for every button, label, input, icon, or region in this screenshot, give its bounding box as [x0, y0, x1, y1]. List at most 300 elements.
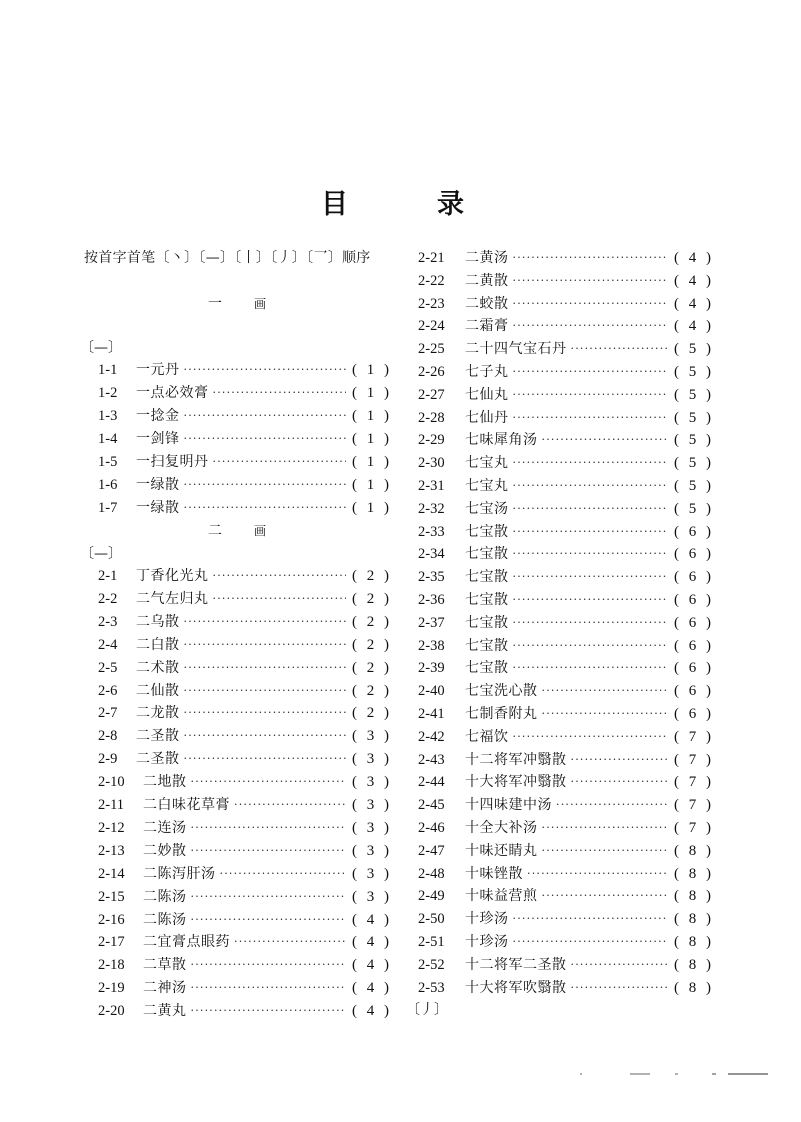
- leader-dots: [513, 475, 669, 497]
- group-heading: 〔—〕: [80, 340, 122, 356]
- entry-page: ( 6 ): [674, 637, 714, 654]
- toc-entry: [418, 680, 714, 702]
- entry-number: 2-36: [418, 592, 445, 608]
- toc-entry: [418, 361, 714, 383]
- entry-name: 七宝散: [465, 660, 509, 677]
- entry-name: 一剑锋: [136, 431, 180, 447]
- entry-number: 2-43: [418, 751, 445, 768]
- toc-entry: [418, 726, 714, 748]
- scan-noise: [712, 1073, 716, 1075]
- entry-number: 2-27: [418, 386, 445, 403]
- leader-dots: [542, 703, 669, 725]
- entry-name: 二陈汤: [143, 911, 187, 928]
- leader-dots: [542, 817, 669, 839]
- entry-number: 2-10: [98, 774, 125, 791]
- entry-name: 十味益营煎: [465, 888, 538, 905]
- entry-page: ( 2 ): [352, 636, 392, 653]
- entry-page: ( 7 ): [674, 728, 714, 745]
- entry-name: 七宝散: [465, 546, 509, 563]
- entry-page: ( 4 ): [352, 934, 392, 951]
- group-heading: 〔—〕: [80, 546, 122, 562]
- entry-name: 一扫复明丹: [136, 454, 209, 470]
- entry-page: ( 3 ): [352, 819, 392, 836]
- entry-page: ( 1 ): [352, 454, 392, 470]
- entry-page: ( 5 ): [674, 364, 714, 380]
- entry-number: 2-42: [418, 728, 445, 745]
- entry-page: ( 3 ): [352, 797, 392, 813]
- entry-page: ( 8 ): [674, 956, 714, 973]
- entry-number: 2-47: [418, 842, 445, 859]
- toc-entry: [98, 588, 392, 610]
- leader-dots: [184, 657, 347, 679]
- entry-number: 2-32: [418, 500, 445, 517]
- entry-number: 2-38: [418, 637, 445, 654]
- entry-number: 1-1: [98, 362, 118, 378]
- entry-number: 2-4: [98, 636, 118, 653]
- entry-page: ( 6 ): [674, 614, 714, 631]
- leader-dots: [213, 382, 347, 404]
- entry-page: ( 2 ): [352, 659, 392, 676]
- entry-page: ( 4 ): [352, 957, 392, 974]
- entry-name: 七宝丸: [465, 455, 509, 472]
- toc-entry: [98, 771, 392, 793]
- entry-number: 2-25: [418, 341, 445, 358]
- entry-number: 2-12: [98, 819, 125, 836]
- entry-name: 二霜膏: [465, 318, 509, 335]
- toc-entry: [98, 565, 392, 587]
- leader-dots: [184, 680, 347, 702]
- entry-page: ( 6 ): [674, 592, 714, 608]
- entry-number: 2-34: [418, 546, 445, 563]
- toc-entry: [418, 885, 714, 907]
- entry-page: ( 8 ): [674, 865, 714, 882]
- entry-page: ( 8 ): [674, 911, 714, 928]
- entry-number: 2-52: [418, 956, 445, 973]
- entry-name: 十二将军冲翳散: [465, 751, 567, 768]
- entry-page: ( 7 ): [674, 797, 714, 814]
- toc-entry: [98, 428, 392, 450]
- entry-page: ( 1 ): [352, 500, 392, 516]
- entry-page: ( 3 ): [352, 728, 392, 745]
- leader-dots: [542, 680, 669, 702]
- toc-entry: [418, 407, 714, 429]
- entry-number: 2-31: [418, 478, 445, 494]
- toc-entry: [418, 954, 714, 976]
- toc-entry: [98, 634, 392, 656]
- entry-name: 七味犀角汤: [465, 432, 538, 449]
- entry-number: 2-39: [418, 660, 445, 677]
- toc-entry: [418, 908, 714, 930]
- group-heading: 〔丿〕: [406, 1002, 448, 1018]
- entry-name: 七宝散: [465, 614, 509, 631]
- entry-page: ( 4 ): [352, 1003, 392, 1020]
- entry-name: 十全大补汤: [465, 820, 538, 836]
- entry-number: 2-44: [418, 774, 445, 791]
- title-char-1: 目: [321, 189, 348, 220]
- leader-dots: [191, 771, 347, 793]
- entry-name: 二地散: [143, 774, 187, 791]
- toc-entry: [418, 247, 714, 269]
- stroke-heading-char: 画: [254, 297, 267, 311]
- leader-dots: [191, 977, 347, 999]
- leader-dots: [513, 315, 669, 337]
- entry-number: 2-21: [418, 250, 445, 266]
- leader-dots: [184, 702, 347, 724]
- scan-noise: [728, 1073, 768, 1075]
- entry-page: ( 5 ): [674, 432, 714, 449]
- entry-name: 七宝散: [465, 569, 509, 586]
- entry-page: ( 2 ): [352, 705, 392, 722]
- leader-dots: [191, 840, 347, 862]
- entry-name: 二仙散: [136, 682, 180, 699]
- entry-name: 七宝散: [465, 637, 509, 654]
- leader-dots: [184, 634, 347, 656]
- toc-entry: [418, 794, 714, 816]
- entry-number: 2-51: [418, 934, 445, 950]
- entry-name: 二陈汤: [143, 888, 187, 905]
- toc-entry: [418, 452, 714, 474]
- leader-dots: [220, 863, 347, 885]
- toc-entry: [98, 405, 392, 427]
- entry-number: 2-41: [418, 706, 445, 722]
- entry-page: ( 5 ): [674, 478, 714, 494]
- entry-number: 2-40: [418, 683, 445, 700]
- entry-page: ( 6 ): [674, 660, 714, 677]
- leader-dots: [513, 635, 669, 657]
- toc-entry: [418, 635, 714, 657]
- toc-entry: [418, 429, 714, 451]
- toc-entry: [98, 657, 392, 679]
- entry-name: 七宝汤: [465, 500, 509, 517]
- entry-page: ( 1 ): [352, 385, 392, 401]
- toc-entry: [418, 566, 714, 588]
- toc-entry: [418, 657, 714, 679]
- entry-page: ( 5 ): [674, 341, 714, 358]
- entry-name: 二圣散: [136, 728, 180, 745]
- entry-number: 2-26: [418, 364, 445, 380]
- entry-number: 2-5: [98, 659, 118, 676]
- leader-dots: [184, 359, 347, 381]
- entry-number: 2-33: [418, 523, 445, 540]
- leader-dots: [527, 863, 668, 885]
- entry-page: ( 7 ): [674, 820, 714, 836]
- toc-entry: [418, 475, 714, 497]
- toc-entry: [418, 270, 714, 292]
- entry-page: ( 3 ): [352, 865, 392, 882]
- entry-page: ( 4 ): [352, 980, 392, 997]
- leader-dots: [191, 954, 347, 976]
- entry-name: 一绿散: [136, 477, 180, 493]
- entry-number: 2-50: [418, 911, 445, 928]
- entry-page: ( 6 ): [674, 546, 714, 563]
- entry-number: 2-23: [418, 295, 445, 312]
- entry-page: ( 6 ): [674, 569, 714, 586]
- entry-page: ( 6 ): [674, 523, 714, 540]
- leader-dots: [184, 428, 347, 450]
- entry-number: 2-37: [418, 614, 445, 631]
- toc-entry: [98, 497, 392, 519]
- entry-page: ( 5 ): [674, 386, 714, 403]
- entry-name: 二圣散: [136, 751, 180, 768]
- toc-entry: [98, 909, 392, 931]
- entry-number: 2-9: [98, 751, 118, 768]
- entry-name: 七仙丸: [465, 386, 509, 403]
- entry-name: 二黄散: [465, 272, 509, 289]
- toc-entry: [418, 498, 714, 520]
- scan-noise: [580, 1073, 582, 1075]
- leader-dots: [513, 293, 669, 315]
- entry-name: 七宝丸: [465, 478, 509, 494]
- leader-dots: [571, 771, 669, 793]
- entry-number: 2-35: [418, 569, 445, 586]
- entry-number: 2-30: [418, 455, 445, 472]
- entry-number: 2-8: [98, 728, 118, 745]
- leader-dots: [513, 657, 669, 679]
- page-title: [0, 188, 801, 222]
- entry-page: ( 1 ): [352, 408, 392, 424]
- toc-entry: [98, 1000, 392, 1022]
- entry-page: ( 1 ): [352, 477, 392, 493]
- entry-name: 七宝散: [465, 592, 509, 608]
- entry-number: 2-1: [98, 568, 118, 584]
- toc-entry: [418, 589, 714, 611]
- entry-number: 2-17: [98, 934, 125, 951]
- toc-entry: [98, 886, 392, 908]
- entry-number: 2-22: [418, 272, 445, 289]
- entry-name: 丁香化光丸: [136, 568, 209, 584]
- entry-name: 一元丹: [136, 362, 180, 378]
- leader-dots: [191, 886, 347, 908]
- toc-entry: [98, 817, 392, 839]
- entry-number: 1-3: [98, 408, 118, 424]
- entry-number: 2-11: [98, 797, 125, 813]
- entry-name: 一点必效膏: [136, 385, 209, 401]
- toc-entry: [418, 315, 714, 337]
- entry-name: 十味还睛丸: [465, 842, 538, 859]
- toc-entry: [418, 384, 714, 406]
- toc-entry: [418, 521, 714, 543]
- entry-name: 二黄汤: [465, 250, 509, 266]
- leader-dots: [513, 908, 669, 930]
- entry-name: 二宜膏点眼药: [143, 934, 230, 951]
- entry-page: ( 4 ): [674, 272, 714, 289]
- title-char-2: 录: [437, 189, 464, 220]
- entry-number: 2-6: [98, 682, 118, 699]
- entry-number: 1-4: [98, 431, 118, 447]
- entry-number: 2-3: [98, 613, 118, 630]
- stroke-heading-char: 画: [254, 524, 267, 538]
- leader-dots: [213, 565, 347, 587]
- entry-number: 2-20: [98, 1003, 125, 1020]
- leader-dots: [513, 566, 669, 588]
- toc-entry: [418, 612, 714, 634]
- entry-page: ( 1 ): [352, 362, 392, 378]
- leader-dots: [513, 589, 669, 611]
- entry-number: 2-18: [98, 957, 125, 974]
- scan-noise: [630, 1073, 650, 1075]
- entry-page: ( 7 ): [674, 751, 714, 768]
- entry-number: 1-5: [98, 454, 118, 470]
- leader-dots: [513, 247, 669, 269]
- entry-page: ( 2 ): [352, 682, 392, 699]
- entry-name: 七宝散: [465, 523, 509, 540]
- entry-number: 2-46: [418, 820, 445, 836]
- entry-name: 一捻金: [136, 408, 180, 424]
- toc-entry: [98, 840, 392, 862]
- toc-entry: [98, 863, 392, 885]
- leader-dots: [513, 407, 669, 429]
- toc-entry: [98, 725, 392, 747]
- entry-name: 七仙丹: [465, 409, 509, 426]
- toc-entry: [98, 382, 392, 404]
- leader-dots: [513, 612, 669, 634]
- order-note: 按首字首笔〔丶〕〔—〕〔丨〕〔丿〕〔乛〕顺序: [84, 250, 371, 266]
- leader-dots: [513, 543, 669, 565]
- entry-name: 二气左归丸: [136, 590, 209, 607]
- entry-name: 二连汤: [143, 819, 187, 836]
- entry-number: 1-6: [98, 477, 118, 493]
- entry-number: 2-13: [98, 842, 125, 859]
- leader-dots: [513, 384, 669, 406]
- entry-page: ( 2 ): [352, 590, 392, 607]
- toc-entry: [418, 771, 714, 793]
- entry-name: 十四味建中汤: [465, 797, 552, 814]
- entry-number: 2-53: [418, 979, 445, 996]
- entry-page: ( 5 ): [674, 500, 714, 517]
- leader-dots: [191, 817, 347, 839]
- entry-page: ( 3 ): [352, 888, 392, 905]
- entry-page: ( 8 ): [674, 888, 714, 905]
- entry-page: ( 5 ): [674, 409, 714, 426]
- entry-number: 2-15: [98, 888, 125, 905]
- leader-dots: [184, 405, 347, 427]
- entry-name: 二陈泻肝汤: [143, 865, 216, 882]
- entry-name: 二妙散: [143, 842, 187, 859]
- toc-entry: [98, 977, 392, 999]
- toc-entry: [98, 702, 392, 724]
- stroke-heading-one: [84, 293, 394, 315]
- leader-dots: [513, 931, 669, 953]
- toc-entry: [418, 338, 714, 360]
- leader-dots: [556, 794, 668, 816]
- leader-dots: [571, 749, 669, 771]
- toc-entry: [98, 794, 392, 816]
- toc-entry: [98, 611, 392, 633]
- leader-dots: [184, 611, 347, 633]
- entry-name: 二蛟散: [465, 295, 509, 312]
- entry-number: 2-29: [418, 432, 445, 449]
- entry-page: ( 2 ): [352, 568, 392, 584]
- toc-entry: [98, 359, 392, 381]
- leader-dots: [191, 1000, 347, 1022]
- leader-dots: [191, 909, 347, 931]
- entry-name: 二黄丸: [143, 1003, 187, 1020]
- toc-entry: [98, 680, 392, 702]
- entry-number: 1-7: [98, 500, 118, 516]
- toc-entry: [418, 863, 714, 885]
- leader-dots: [184, 474, 347, 496]
- leader-dots: [213, 588, 347, 610]
- stroke-heading-char: 二: [208, 523, 222, 539]
- leader-dots: [184, 497, 347, 519]
- toc-entry: [418, 749, 714, 771]
- toc-entry: [418, 931, 714, 953]
- entry-name: 十珍汤: [465, 934, 509, 950]
- leader-dots: [234, 931, 346, 953]
- toc-entry: [98, 931, 392, 953]
- entry-number: 2-14: [98, 865, 125, 882]
- leader-dots: [513, 361, 669, 383]
- entry-page: ( 1 ): [352, 431, 392, 447]
- leader-dots: [571, 954, 669, 976]
- leader-dots: [234, 794, 346, 816]
- entry-number: 2-24: [418, 318, 445, 335]
- entry-page: ( 4 ): [674, 295, 714, 312]
- entry-number: 2-19: [98, 980, 125, 997]
- toc-entry: [418, 817, 714, 839]
- leader-dots: [542, 885, 669, 907]
- stroke-heading-char: 一: [208, 296, 222, 312]
- entry-page: ( 3 ): [352, 774, 392, 791]
- stroke-heading-two: [84, 520, 394, 542]
- entry-name: 七子丸: [465, 364, 509, 380]
- entry-number: 2-16: [98, 911, 125, 928]
- entry-name: 二神汤: [143, 980, 187, 997]
- entry-page: ( 5 ): [674, 455, 714, 472]
- leader-dots: [513, 270, 669, 292]
- entry-name: 二乌散: [136, 613, 180, 630]
- entry-number: 2-45: [418, 797, 445, 814]
- entry-name: 十味锉散: [465, 865, 523, 882]
- leader-dots: [213, 451, 347, 473]
- entry-page: ( 3 ): [352, 842, 392, 859]
- toc-entry: [418, 977, 714, 999]
- entry-name: 十珍汤: [465, 911, 509, 928]
- entry-name: 七制香附丸: [465, 706, 538, 722]
- toc-entry: [98, 748, 392, 770]
- leader-dots: [513, 521, 669, 543]
- entry-page: ( 8 ): [674, 934, 714, 950]
- leader-dots: [184, 725, 347, 747]
- entry-name: 二十四气宝石丹: [465, 341, 567, 358]
- toc-entry: [98, 954, 392, 976]
- entry-page: ( 8 ): [674, 842, 714, 859]
- leader-dots: [513, 726, 669, 748]
- entry-number: 2-48: [418, 865, 445, 882]
- entry-page: ( 8 ): [674, 979, 714, 996]
- entry-page: ( 3 ): [352, 751, 392, 768]
- entry-name: 十大将军吹翳散: [465, 979, 567, 996]
- entry-page: ( 4 ): [352, 911, 392, 928]
- entry-page: ( 2 ): [352, 613, 392, 630]
- leader-dots: [571, 338, 669, 360]
- toc-entry: [418, 543, 714, 565]
- entry-name: 十二将军二圣散: [465, 956, 567, 973]
- scan-noise: [675, 1073, 678, 1075]
- entry-name: 二白味花草膏: [143, 797, 230, 813]
- entry-page: ( 4 ): [674, 318, 714, 335]
- entry-number: 1-2: [98, 385, 118, 401]
- entry-page: ( 7 ): [674, 774, 714, 791]
- entry-name: 二龙散: [136, 705, 180, 722]
- leader-dots: [542, 429, 669, 451]
- entry-name: 二术散: [136, 659, 180, 676]
- leader-dots: [184, 748, 347, 770]
- leader-dots: [513, 498, 669, 520]
- entry-name: 二草散: [143, 957, 187, 974]
- entry-name: 十大将军冲翳散: [465, 774, 567, 791]
- leader-dots: [513, 452, 669, 474]
